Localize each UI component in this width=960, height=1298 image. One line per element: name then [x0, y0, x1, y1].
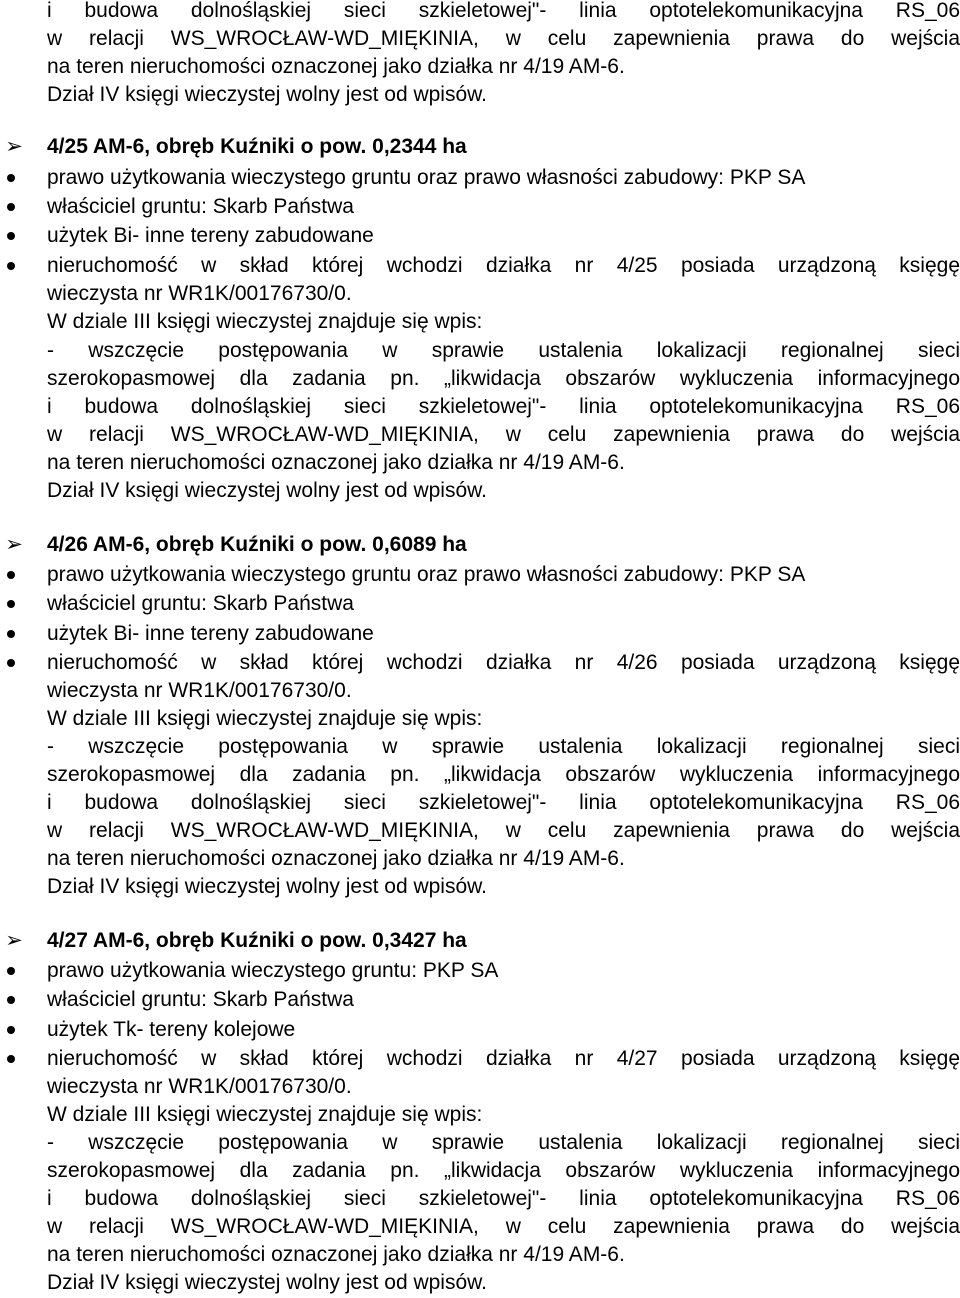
round-bullet-icon [7, 232, 15, 240]
arrowhead-bullet-icon: ➢ [5, 929, 23, 952]
entry-continuation-line: i budowa dolnośląskiej sieci szkieletowej"- linia optotelekomunikacyjna RS_06 [47, 0, 960, 22]
land-registry-number: wieczysta nr WR1K/00176730/0. [47, 1075, 352, 1098]
list-item: właściciel gruntu: Skarb Państwa [47, 592, 354, 615]
arrowhead-bullet-icon: ➢ [5, 135, 23, 158]
list-item: prawo użytkowania wieczystego gruntu oraz prawo własności zabudowy: PKP SA [47, 166, 806, 189]
round-bullet-icon [7, 1055, 15, 1063]
list-item: użytek Bi- inne tereny zabudowane [47, 622, 374, 645]
parcel-heading: 4/25 AM-6, obręb Kuźniki o pow. 0,2344 ha [47, 135, 467, 158]
round-bullet-icon [7, 659, 15, 667]
dzial-iv-note: Dział IV księgi wieczystej wolny jest od wpisów. [47, 1271, 487, 1294]
entry-line: na teren nieruchomości oznaczonej jako działka nr 4/19 AM-6. [47, 1243, 625, 1266]
list-item: prawo użytkowania wieczystego gruntu oraz prawo własności zabudowy: PKP SA [47, 563, 806, 586]
entry-line: w relacji WS_WROCŁAW-WD_MIĘKINIA, w celu zapewnienia prawa do wejścia [47, 423, 960, 446]
dzial-iii-note: W dziale III księgi wieczystej znajduje się wpis: [47, 310, 483, 333]
dzial-iv-note: Dział IV księgi wieczystej wolny jest od wpisów. [47, 479, 487, 502]
entry-continuation-line: w relacji WS_WROCŁAW-WD_MIĘKINIA, w celu zapewnienia prawa do wejścia [47, 27, 960, 50]
entry-line: szerokopasmowej dla zadania pn. „likwidacja obszarów wykluczenia informacyjnego [47, 763, 960, 786]
round-bullet-icon [7, 967, 15, 975]
entry-line: i budowa dolnośląskiej sieci szkieletowej"- linia optotelekomunikacyjna RS_06 [47, 791, 960, 814]
round-bullet-icon [7, 203, 15, 211]
dzial-iv-note: Dział IV księgi wieczystej wolny jest od wpisów. [47, 83, 487, 106]
round-bullet-icon [7, 571, 15, 579]
entry-line: i budowa dolnośląskiej sieci szkieletowej"- linia optotelekomunikacyjna RS_06 [47, 395, 960, 418]
entry-line: na teren nieruchomości oznaczonej jako działka nr 4/19 AM-6. [47, 451, 625, 474]
parcel-heading: 4/26 AM-6, obręb Kuźniki o pow. 0,6089 ha [47, 533, 467, 556]
list-item: użytek Tk- tereny kolejowe [47, 1018, 296, 1041]
list-item: nieruchomość w skład której wchodzi działka nr 4/27 posiada urządzoną księgę [47, 1047, 960, 1070]
dzial-iii-note: W dziale III księgi wieczystej znajduje się wpis: [47, 1103, 483, 1126]
list-item: właściciel gruntu: Skarb Państwa [47, 988, 354, 1011]
round-bullet-icon [7, 262, 15, 270]
entry-line: na teren nieruchomości oznaczonej jako działka nr 4/19 AM-6. [47, 847, 625, 870]
list-item: nieruchomość w skład której wchodzi działka nr 4/26 posiada urządzoną księgę [47, 651, 960, 674]
entry-line: - wszczęcie postępowania w sprawie ustalenia lokalizacji regionalnej sieci [47, 735, 960, 758]
entry-line: i budowa dolnośląskiej sieci szkieletowej"- linia optotelekomunikacyjna RS_06 [47, 1187, 960, 1210]
parcel-heading: 4/27 AM-6, obręb Kuźniki o pow. 0,3427 ha [47, 929, 467, 952]
list-item: prawo użytkowania wieczystego gruntu: PKP SA [47, 959, 499, 982]
land-registry-number: wieczysta nr WR1K/00176730/0. [47, 679, 352, 702]
entry-line: - wszczęcie postępowania w sprawie ustalenia lokalizacji regionalnej sieci [47, 339, 960, 362]
round-bullet-icon [7, 630, 15, 638]
round-bullet-icon [7, 174, 15, 182]
entry-line: szerokopasmowej dla zadania pn. „likwidacja obszarów wykluczenia informacyjnego [47, 367, 960, 390]
round-bullet-icon [7, 600, 15, 608]
round-bullet-icon [7, 1026, 15, 1034]
round-bullet-icon [7, 996, 15, 1004]
entry-line: w relacji WS_WROCŁAW-WD_MIĘKINIA, w celu zapewnienia prawa do wejścia [47, 1215, 960, 1238]
entry-line: - wszczęcie postępowania w sprawie ustalenia lokalizacji regionalnej sieci [47, 1131, 960, 1154]
list-item: użytek Bi- inne tereny zabudowane [47, 224, 374, 247]
list-item: właściciel gruntu: Skarb Państwa [47, 195, 354, 218]
list-item: nieruchomość w skład której wchodzi działka nr 4/25 posiada urządzoną księgę [47, 254, 960, 277]
dzial-iv-note: Dział IV księgi wieczystej wolny jest od wpisów. [47, 875, 487, 898]
entry-continuation-line: na teren nieruchomości oznaczonej jako działka nr 4/19 AM-6. [47, 55, 625, 78]
arrowhead-bullet-icon: ➢ [5, 533, 23, 556]
entry-line: w relacji WS_WROCŁAW-WD_MIĘKINIA, w celu zapewnienia prawa do wejścia [47, 819, 960, 842]
entry-line: szerokopasmowej dla zadania pn. „likwidacja obszarów wykluczenia informacyjnego [47, 1159, 960, 1182]
dzial-iii-note: W dziale III księgi wieczystej znajduje się wpis: [47, 707, 483, 730]
land-registry-number: wieczysta nr WR1K/00176730/0. [47, 282, 352, 305]
